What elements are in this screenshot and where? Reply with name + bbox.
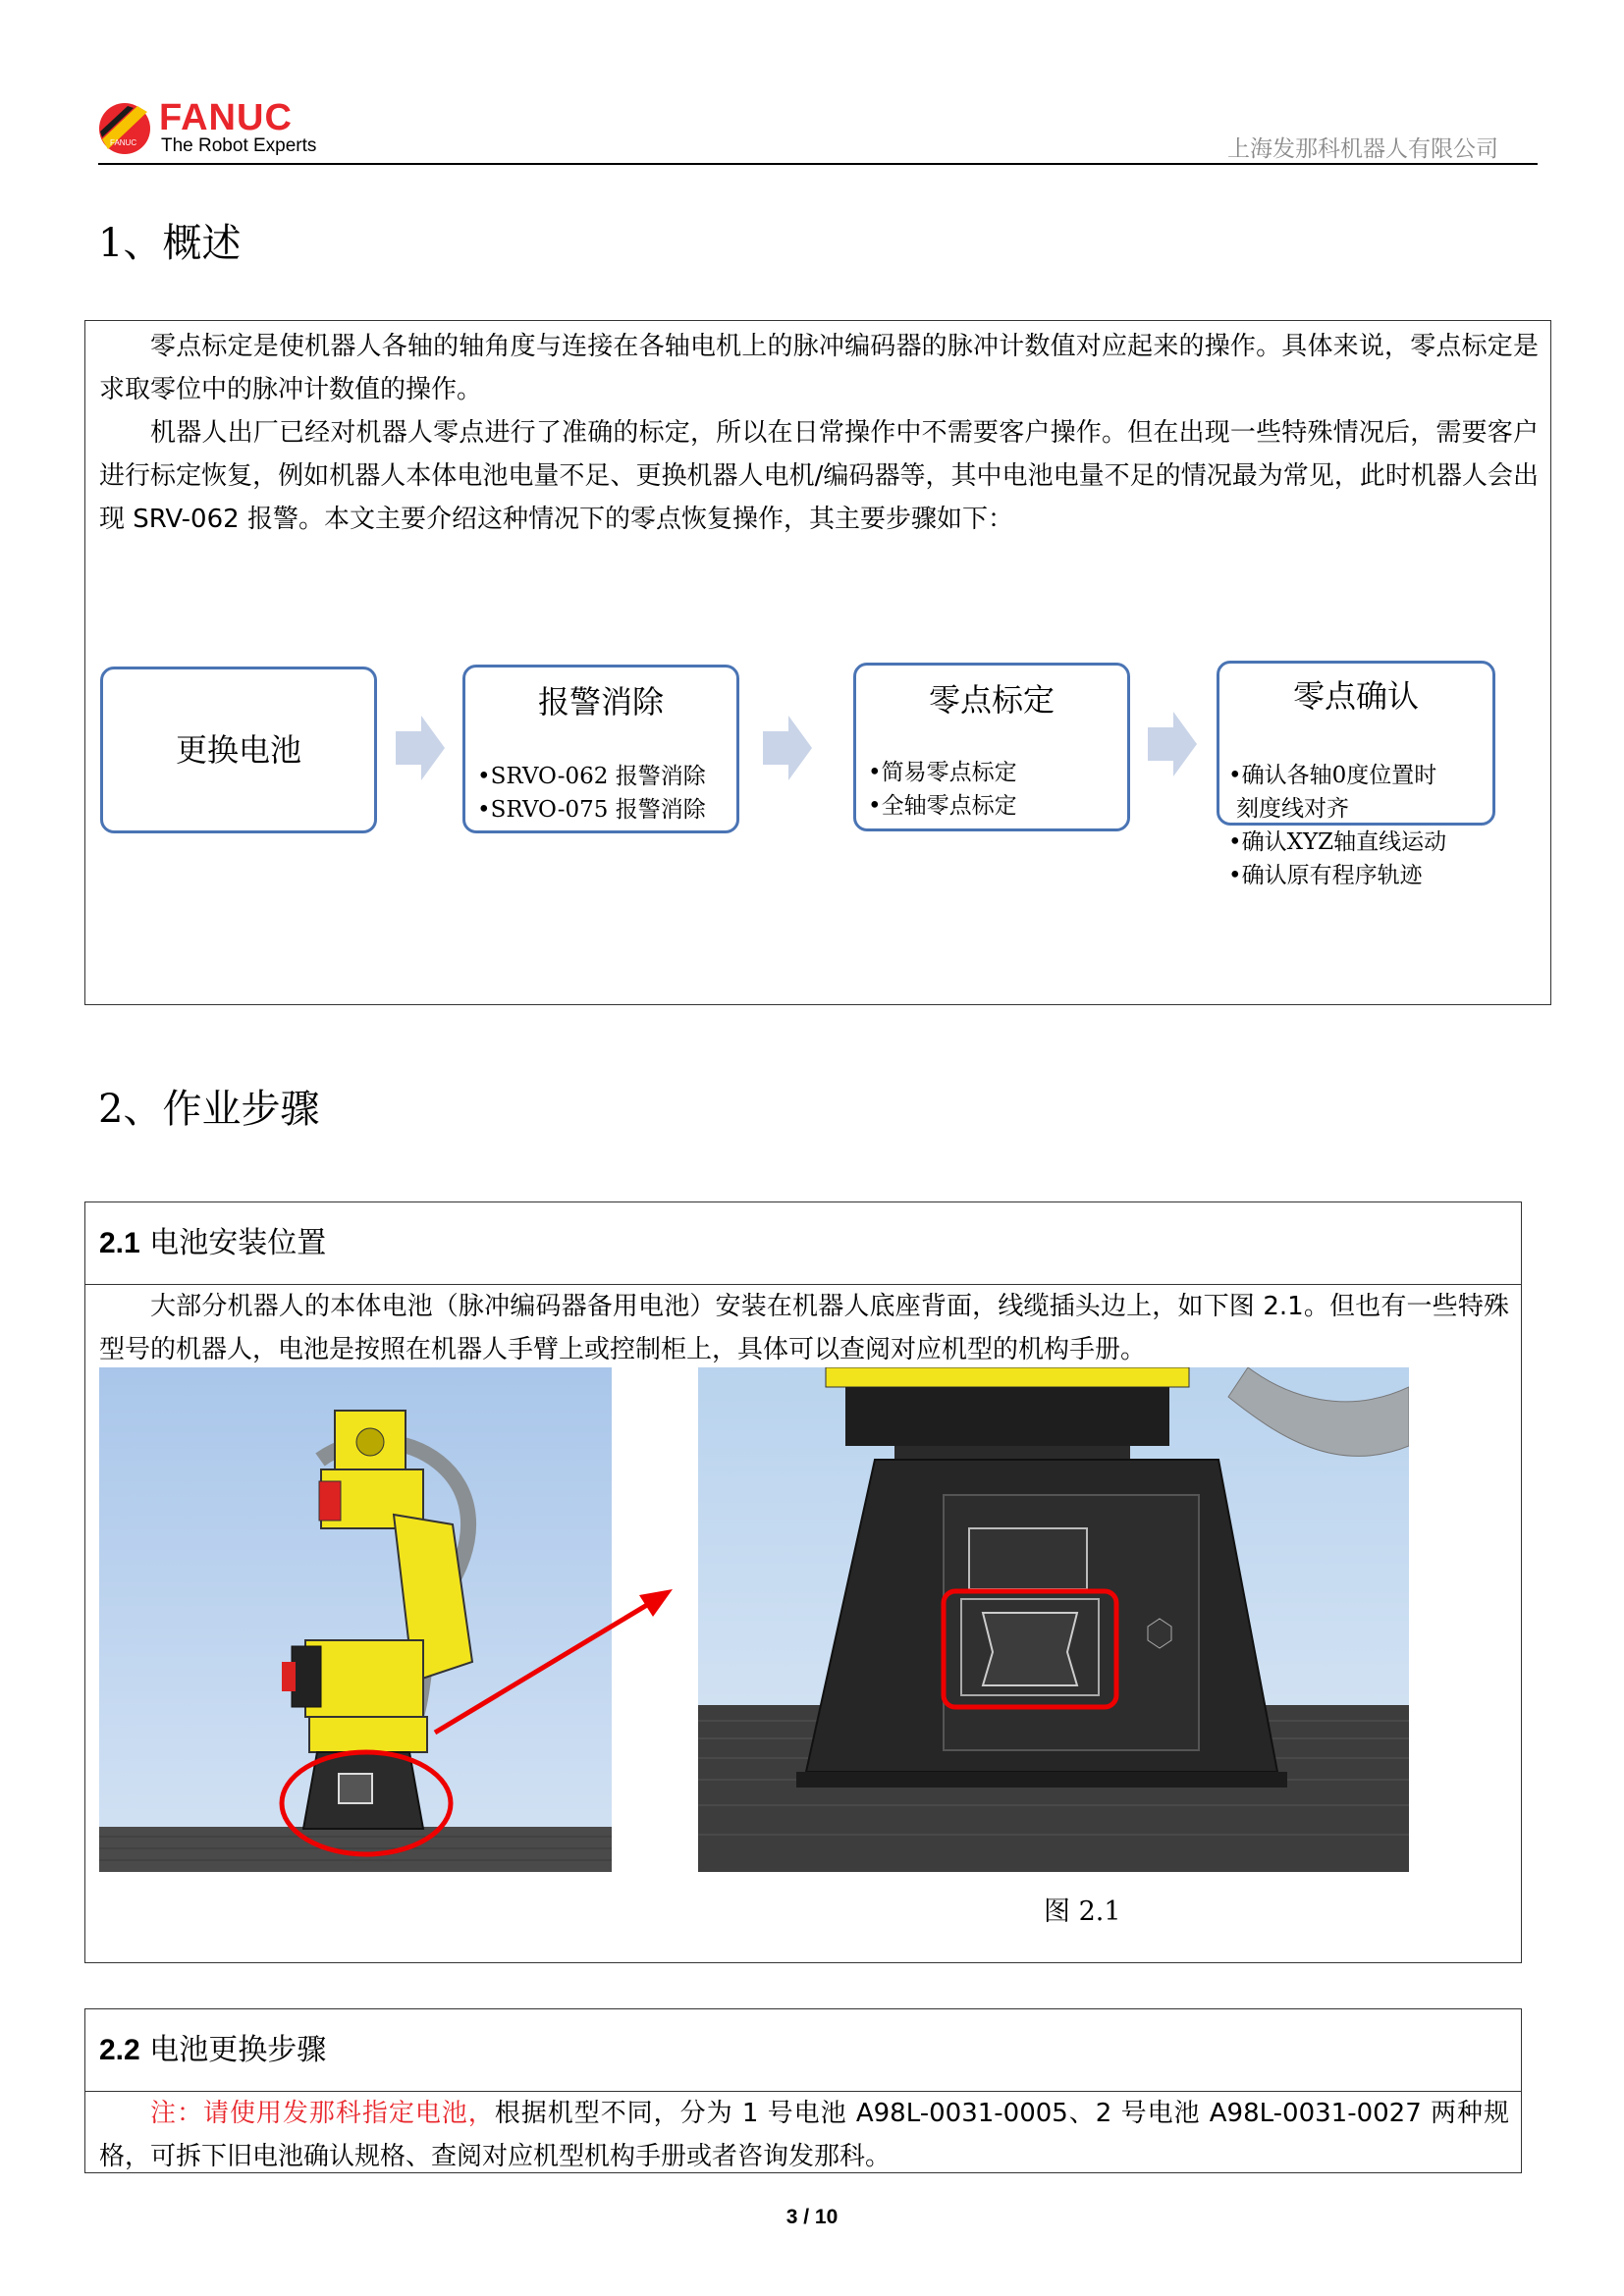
subsection-number: 2.2: [99, 2034, 140, 2066]
flow-step-item: •SRVO-062 报警消除: [477, 764, 706, 789]
flow-step-item: •简易零点标定: [868, 760, 1017, 785]
fanuc-logo-icon: [98, 102, 151, 155]
battery-closeup-illustration: [698, 1367, 1409, 1872]
flow-step-title: 更换电池: [175, 731, 301, 769]
flow-step-title: 零点标定: [928, 681, 1055, 719]
company-name: 上海发那科机器人有限公司: [1227, 136, 1498, 162]
flow-step-item: 刻度线对齐: [1236, 796, 1349, 822]
subsection-2-1-text: 大部分机器人的本体电池（脉冲编码器备用电池）安装在机器人底座背面，线缆插头边上，如下图 2.1。但也有一些特殊型号的机器人，电池是按照在机器人手臂上或控制柜上，具体可以查阅对应机型的机构手册。: [99, 1292, 1509, 1364]
flow-step-title: 报警消除: [537, 683, 664, 721]
section-2-title: 2、作业步骤: [98, 1087, 320, 1132]
flow-step-item: •全轴零点标定: [868, 793, 1017, 819]
brand-name: FANUC: [159, 97, 293, 138]
flow-step-replace-battery: [100, 667, 377, 833]
figure-caption: 图 2.1: [1044, 1896, 1121, 1927]
subsection-2-2-text: [99, 2092, 1509, 2178]
flow-step-item: •确认原有程序轨迹: [1228, 863, 1423, 888]
flow-step-item: •确认各轴0度位置时: [1228, 763, 1437, 788]
subsection-2-1-box: [84, 1201, 1522, 1963]
subsection-title: 电池更换步骤: [149, 2033, 327, 2067]
flow-arrow-icon: [1148, 712, 1197, 776]
battery-spec-text: 根据机型不同，分为 1 号电池 A98L-0031-0005、2 号电池 A98L-0031-0027 两种规格，可拆下旧电池确认规格、查阅对应机型机构手册或者咨询发那科。: [99, 2099, 1509, 2171]
overview-box: [84, 320, 1551, 1005]
overview-paragraph-2: 机器人出厂已经对机器人零点进行了准确的标定，所以在日常操作中不需要客户操作。但在出现一些特殊情况后，需要客户进行标定恢复，例如机器人本体电池电量不足、更换机器人电机/编码器等，其中电池电量不足的情况最为常见，此时机器人会出现 SRV-062 报警。本文主要介绍这种情况下的零点恢复操作，其主要步骤如下：: [99, 418, 1539, 534]
subsection-2-1-heading: [85, 1202, 1521, 1285]
flow-arrow-icon: [396, 716, 445, 780]
subsection-title: 电池安装位置: [149, 1226, 327, 1260]
flow-step-clear-alarm: [462, 665, 739, 833]
flow-step-title: 零点确认: [1292, 677, 1419, 715]
battery-warning-note: 注：请使用发那科指定电池，: [150, 2099, 495, 2128]
logo-mark-text: FANUC: [110, 138, 137, 147]
pointer-arrow-icon: [429, 1566, 684, 1742]
flow-step-item: •确认XYZ轴直线运动: [1228, 829, 1447, 855]
flow-arrow-icon: [763, 716, 812, 780]
flow-step-item: •SRVO-075 报警消除: [477, 797, 706, 823]
overview-paragraph-1: 零点标定是使机器人各轴的轴角度与连接在各轴电机上的脉冲编码器的脉冲计数值对应起来的操作。具体来说，零点标定是求取零位中的脉冲计数值的操作。: [99, 332, 1539, 404]
subsection-number: 2.1: [99, 1227, 140, 1259]
battery-closeup-image: [698, 1367, 1409, 1872]
subsection-2-2-heading: [85, 2009, 1521, 2092]
flow-step-zero-calibration: [853, 663, 1130, 831]
fanuc-logo: [98, 96, 324, 159]
header-divider: [98, 163, 1538, 165]
subsection-2-2-box: [84, 2008, 1522, 2173]
section-1-title: 1、概述: [98, 221, 242, 266]
page-number: 3 / 10: [785, 2206, 839, 2228]
brand-tagline: The Robot Experts: [161, 135, 317, 156]
